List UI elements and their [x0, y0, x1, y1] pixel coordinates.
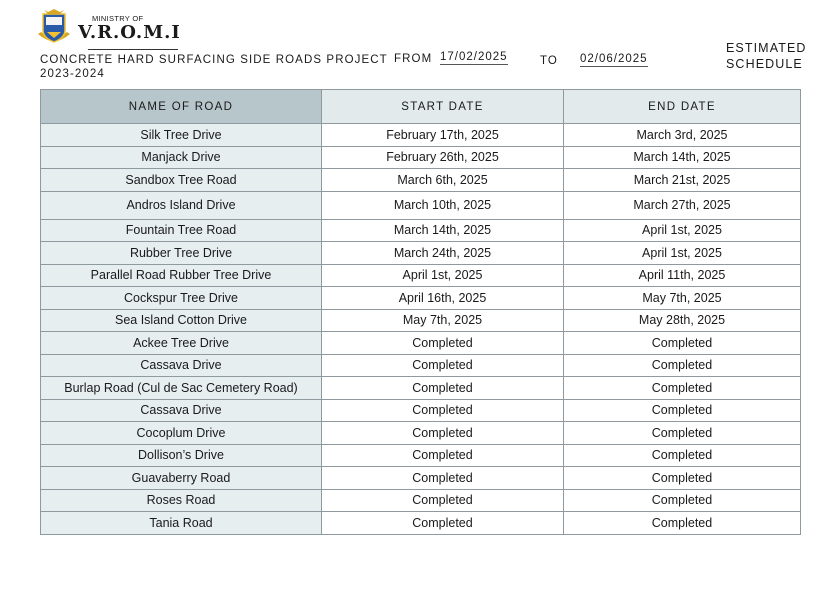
start-date-cell: Completed	[322, 489, 564, 512]
start-date-cell: April 16th, 2025	[322, 287, 564, 310]
table-row	[41, 309, 801, 332]
road-name-cell: Manjack Drive	[41, 146, 322, 169]
table-row	[41, 489, 801, 512]
end-date-cell: Completed	[564, 467, 801, 490]
road-name-cell: Cockspur Tree Drive	[41, 287, 322, 310]
start-date-cell: March 14th, 2025	[322, 219, 564, 242]
start-date-cell: May 7th, 2025	[322, 309, 564, 332]
start-date-cell: March 24th, 2025	[322, 242, 564, 265]
start-date-cell: Completed	[322, 444, 564, 467]
road-schedule-table	[40, 89, 801, 535]
start-date-cell: April 1st, 2025	[322, 264, 564, 287]
table-row	[41, 146, 801, 169]
end-date-cell: Completed	[564, 422, 801, 445]
end-date-cell: April 1st, 2025	[564, 219, 801, 242]
end-date-cell: May 28th, 2025	[564, 309, 801, 332]
column-header-end: END DATE	[564, 90, 801, 124]
table-row	[41, 287, 801, 310]
end-date-cell: April 11th, 2025	[564, 264, 801, 287]
from-date: 17/02/2025	[440, 51, 508, 63]
road-name-cell: Cocoplum Drive	[41, 422, 322, 445]
road-name-cell: Sandbox Tree Road	[41, 169, 322, 192]
table-row	[41, 264, 801, 287]
end-date-cell: Completed	[564, 354, 801, 377]
start-date-cell: March 10th, 2025	[322, 191, 564, 219]
end-date-cell: March 21st, 2025	[564, 169, 801, 192]
road-name-cell: Sea Island Cotton Drive	[41, 309, 322, 332]
start-date-cell: February 26th, 2025	[322, 146, 564, 169]
road-name-cell: Silk Tree Drive	[41, 124, 322, 147]
column-header-road: NAME OF ROAD	[41, 90, 322, 124]
start-date-cell: Completed	[322, 399, 564, 422]
road-name-cell: Tania Road	[41, 512, 322, 535]
start-date-cell: Completed	[322, 332, 564, 355]
table-row	[41, 242, 801, 265]
road-name-cell: Parallel Road Rubber Tree Drive	[41, 264, 322, 287]
road-name-cell: Rubber Tree Drive	[41, 242, 322, 265]
end-date-cell: Completed	[564, 332, 801, 355]
end-date-cell: May 7th, 2025	[564, 287, 801, 310]
table-header-row	[41, 90, 801, 124]
end-date-cell: Completed	[564, 377, 801, 400]
road-name-cell: Andros Island Drive	[41, 191, 322, 219]
start-date-cell: Completed	[322, 422, 564, 445]
road-name-cell: Roses Road	[41, 489, 322, 512]
road-name-cell: Cassava Drive	[41, 399, 322, 422]
table-row	[41, 399, 801, 422]
road-name-cell: Cassava Drive	[41, 354, 322, 377]
table-row	[41, 332, 801, 355]
end-date-cell: March 14th, 2025	[564, 146, 801, 169]
end-date-cell: March 27th, 2025	[564, 191, 801, 219]
road-name-cell: Guavaberry Road	[41, 467, 322, 490]
estimated-schedule-label	[726, 40, 807, 72]
table-row	[41, 354, 801, 377]
table-row	[41, 422, 801, 445]
start-date-cell: Completed	[322, 467, 564, 490]
start-date-cell: Completed	[322, 512, 564, 535]
column-header-start: START DATE	[322, 90, 564, 124]
road-name-cell: Burlap Road (Cul de Sac Cemetery Road)	[41, 377, 322, 400]
table-row	[41, 124, 801, 147]
end-date-cell: April 1st, 2025	[564, 242, 801, 265]
estimated-line-1: ESTIMATED	[726, 41, 807, 55]
to-date: 02/06/2025	[580, 53, 648, 65]
road-name-cell: Dollison’s Drive	[41, 444, 322, 467]
start-date-cell: Completed	[322, 354, 564, 377]
end-date-cell: Completed	[564, 444, 801, 467]
ministry-prefix: MINISTRY OF	[92, 14, 144, 23]
road-name-cell: Ackee Tree Drive	[41, 332, 322, 355]
from-label: FROM	[394, 53, 433, 65]
project-title: CONCRETE HARD SURFACING SIDE ROADS PROJECT 2023-2024	[40, 54, 388, 80]
table-row	[41, 219, 801, 242]
title-divider	[88, 49, 178, 50]
start-date-cell: February 17th, 2025	[322, 124, 564, 147]
end-date-cell: Completed	[564, 512, 801, 535]
table-row	[41, 191, 801, 219]
ministry-crest-icon	[34, 8, 74, 48]
end-date-cell: Completed	[564, 489, 801, 512]
table-row	[41, 467, 801, 490]
start-date-cell: Completed	[322, 377, 564, 400]
table-row	[41, 169, 801, 192]
table-row	[41, 512, 801, 535]
to-label: TO	[540, 55, 558, 67]
table-row	[41, 377, 801, 400]
table-row	[41, 444, 801, 467]
road-name-cell: Fountain Tree Road	[41, 219, 322, 242]
start-date-cell: March 6th, 2025	[322, 169, 564, 192]
end-date-cell: March 3rd, 2025	[564, 124, 801, 147]
estimated-line-2: SCHEDULE	[726, 57, 803, 71]
ministry-name: V.R.O.M.I	[78, 22, 181, 43]
end-date-cell: Completed	[564, 399, 801, 422]
